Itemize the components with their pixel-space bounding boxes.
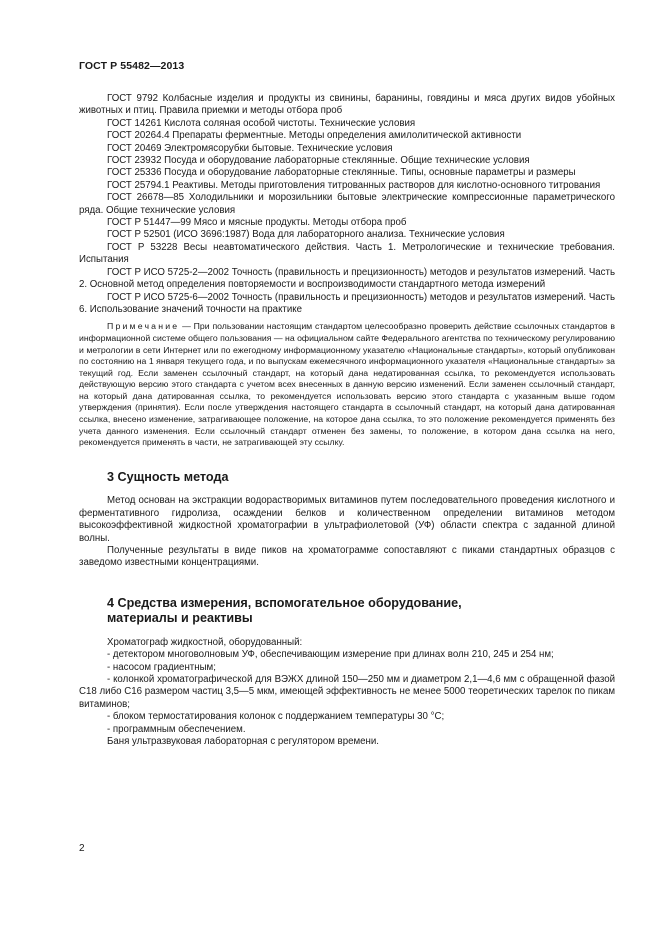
reference-item: ГОСТ 25336 Посуда и оборудование лабораторные стеклянные. Типы, основные параметры и размеры <box>107 167 576 179</box>
section-3-title: 3 Сущность метода <box>107 469 229 484</box>
section-4-list-item: - программным обеспечением. <box>107 723 246 735</box>
references-list <box>79 93 615 316</box>
reference-item: ГОСТ 14261 Кислота соляная особой чистоты. Технические условия <box>107 117 416 129</box>
reference-item: ГОСТ 9792 Колбасные изделия и продукты из свинины, баранины, говядины и мяса других видов убойных животных и птиц. Правила приемки и методы отбора проб <box>79 93 615 117</box>
reference-item: ГОСТ Р 53228 Весы неавтоматического действия. Часть 1. Метрологические и технические требования. Испытания <box>79 241 615 266</box>
document-body <box>79 93 615 748</box>
reference-item: ГОСТ 20264.4 Препараты ферментные. Методы определения амилолитической активности <box>107 130 522 142</box>
section-4-paragraph: Хроматограф жидкостной, оборудованный: <box>107 636 303 648</box>
reference-item: ГОСТ Р ИСО 5725-2—2002 Точность (правильность и прецизионность) методов и результатов измерений. Часть 2. Основной метод определения повторяемости и воспроизводимости стандартного метода измерений <box>79 266 615 291</box>
section-4-list-item: - колонкой хроматографической для ВЭЖХ длиной 150—250 мм и диаметром 2,1—4,6 мм с обращенной фазой С18 либо С16 размером частиц 3,5—5 мкм, имеющей эффективность не менее 5000 теоретических тарелок по пикам витаминов; <box>79 674 615 710</box>
reference-item: ГОСТ Р 51447—99 Мясо и мясные продукты. Методы отбора проб <box>107 217 407 229</box>
section-3-paragraph: Метод основан на экстракции водорастворимых витаминов путем последовательного проведения кислотного и ферментативного гидролиза, осаждении белков и количественном определении витаминов методом высокоэффективной жидкостной хроматографии в ультрафиолетовой (УФ) области спектра с заданной длиной волны. <box>79 495 615 544</box>
section-4-list-item: - детектором многоволновым УФ, обеспечивающим измерение при длинах волн 210, 245 и 254 нм; <box>107 649 554 661</box>
reference-item: ГОСТ Р ИСО 5725-6—2002 Точность (правильность и прецизионность) методов и результатов измерений. Часть 6. Использование значений точности на практике <box>79 291 615 315</box>
section-4-title-line1: 4 Средства измерения, вспомогательное оборудование, <box>107 595 462 610</box>
section-4-list-item: - блоком термостатирования колонок с поддержанием температуры 30 °С; <box>107 711 445 723</box>
reference-item: ГОСТ 25794.1 Реактивы. Методы приготовления титрованных растворов для кислотно-основного титрования <box>107 179 601 191</box>
note-label: Примечание <box>107 321 180 332</box>
section-3-paragraph: Полученные результаты в виде пиков на хроматограмме сопоставляют с пиками стандартных образцов с заведомо известными концентрациями. <box>79 544 615 569</box>
reference-item: ГОСТ 20469 Электромясорубки бытовые. Технические условия <box>107 142 393 154</box>
section-4-title-line2: материалы и реактивы <box>107 611 253 626</box>
reference-item: ГОСТ Р 52501 (ИСО 3696:1987) Вода для лабораторного анализа. Технические условия <box>107 229 505 241</box>
reference-item: ГОСТ 23932 Посуда и оборудование лабораторные стеклянные. Общие технические условия <box>107 155 530 167</box>
reference-item: ГОСТ 26678—85 Холодильники и морозильники бытовые электрические компрессионные параметрического ряда. Общие технические условия <box>79 192 615 216</box>
note-text: — При пользовании настоящим стандартом целесообразно проверить действие ссылочных стандартов в информационной системе общего пользования — на официальном сайте Федерального агентства по техническому регулированию и метрологии в сети Интернет или по ежегодному информационному указателю «Национальные стандарты», который опубликован по состоянию на 1 января текущего года, и по выпускам ежемесячного информационного указателя «Национальные стандарты» за текущий год. Если заменен ссылочный стандарт, на который дана недатированная ссылка, то рекомендуется использовать действующую версию этого стандарта с учетом всех внесенных в данную версию изменений. Если заменен ссылочный стандарт, на который дана датированная ссылка, то рекомендуется использовать версию этого стандарта с указанным выше годом утверждения (принятия). Если после утверждения настоящего стандарта в ссылочный стандарт, на который дана датированная ссылка, внесено изменение, затрагивающее положение, на которое дана ссылка, то это положение рекомендуется применять без учета данного изменения. Если ссылочный стандарт отменен без замены, то положение, в котором дана ссылка на него, рекомендуется применять в части, не затрагивающей эту ссылку. <box>79 321 615 448</box>
section-4-paragraph: Баня ультразвуковая лабораторная с регулятором времени. <box>107 736 379 748</box>
section-4-list-item: - насосом градиентным; <box>107 661 216 673</box>
page-number: 2 <box>79 843 85 854</box>
note-paragraph <box>79 321 615 449</box>
section-4-title <box>79 596 615 627</box>
document-header: ГОСТ Р 55482—2013 <box>79 60 185 72</box>
